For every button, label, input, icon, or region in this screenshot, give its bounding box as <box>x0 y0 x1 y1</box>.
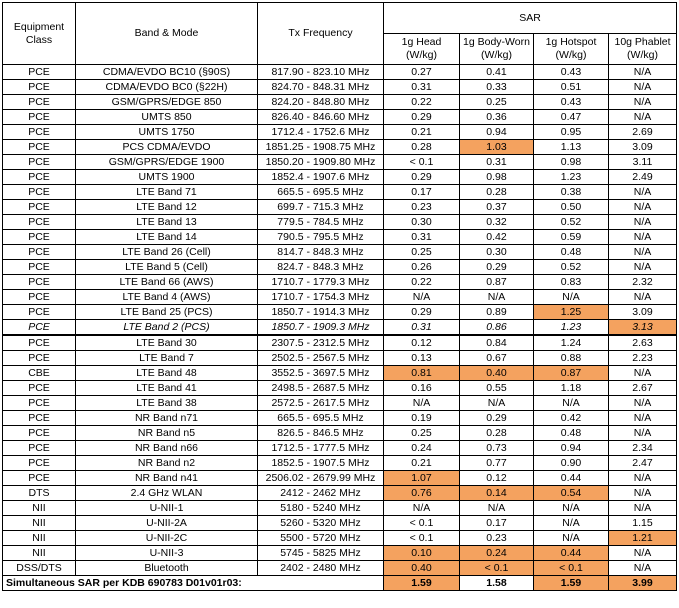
sar-1g-body-worn-cell: N/A <box>460 501 534 516</box>
equipment-class-cell: PCE <box>3 290 76 305</box>
tx-frequency-cell: 817.90 - 823.10 MHz <box>258 65 384 80</box>
equipment-class-cell: PCE <box>3 335 76 351</box>
table-row <box>3 531 677 546</box>
sar-1g-head-cell: 0.76 <box>384 486 460 501</box>
band-mode-cell: LTE Band 41 <box>76 381 258 396</box>
tx-frequency-cell: 824.70 - 848.31 MHz <box>258 80 384 95</box>
sar-1g-hotspot-cell: 0.47 <box>534 110 609 125</box>
sar-10g-phablet-cell: N/A <box>609 215 677 230</box>
sar-1g-hotspot-cell: 0.44 <box>534 546 609 561</box>
band-mode-cell: PCS CDMA/EVDO <box>76 140 258 155</box>
sar-1g-hotspot-cell: N/A <box>534 501 609 516</box>
sar-1g-body-worn-cell: 0.73 <box>460 441 534 456</box>
tx-frequency-cell: 2412 - 2462 MHz <box>258 486 384 501</box>
band-mode-cell: NR Band n71 <box>76 411 258 426</box>
sar-1g-hotspot-cell: 0.52 <box>534 260 609 275</box>
tx-frequency-cell: 790.5 - 795.5 MHz <box>258 230 384 245</box>
equipment-class-cell: PCE <box>3 260 76 275</box>
band-mode-cell: LTE Band 2 (PCS) <box>76 320 258 336</box>
sar-1g-head-cell: 0.19 <box>384 411 460 426</box>
equipment-class-cell: PCE <box>3 200 76 215</box>
equipment-class-cell: NII <box>3 531 76 546</box>
table-row <box>3 290 677 305</box>
sar-1g-hotspot-cell: 1.23 <box>534 170 609 185</box>
equipment-class-cell: PCE <box>3 95 76 110</box>
table-row <box>3 155 677 170</box>
band-mode-cell: CDMA/EVDO BC10 (§90S) <box>76 65 258 80</box>
sar-10g-phablet-cell: 2.49 <box>609 170 677 185</box>
sar-1g-body-worn-cell: 0.89 <box>460 305 534 320</box>
sar-1g-head-cell: 0.31 <box>384 230 460 245</box>
tx-frequency-cell: 814.7 - 848.3 MHz <box>258 245 384 260</box>
sar-10g-phablet-cell: N/A <box>609 486 677 501</box>
sar-1g-body-worn-cell: 0.42 <box>460 230 534 245</box>
band-mode-cell: LTE Band 38 <box>76 396 258 411</box>
band-mode-cell: UMTS 1750 <box>76 125 258 140</box>
sar-10g-phablet-cell: 3.11 <box>609 155 677 170</box>
sar-10g-phablet-cell: N/A <box>609 426 677 441</box>
sar-1g-body-worn-cell: 0.14 <box>460 486 534 501</box>
simultaneous-sar-label: Simultaneous SAR per KDB 690783 D01v01r03: <box>3 576 384 591</box>
sar-1g-head-cell: N/A <box>384 396 460 411</box>
header-band-mode: Band & Mode <box>76 3 258 65</box>
sar-1g-hotspot-cell: 1.25 <box>534 305 609 320</box>
equipment-class-cell: PCE <box>3 305 76 320</box>
sar-1g-head-cell: 0.21 <box>384 456 460 471</box>
sar-1g-head-cell: 0.12 <box>384 335 460 351</box>
sar-1g-body-worn-cell: 0.28 <box>460 185 534 200</box>
equipment-class-cell: PCE <box>3 155 76 170</box>
tx-frequency-cell: 1851.25 - 1908.75 MHz <box>258 140 384 155</box>
sar-1g-hotspot-cell: 0.50 <box>534 200 609 215</box>
sar-1g-hotspot-cell: N/A <box>534 516 609 531</box>
sar-10g-phablet-cell: N/A <box>609 245 677 260</box>
table-row <box>3 245 677 260</box>
sar-10g-phablet-cell: N/A <box>609 290 677 305</box>
sar-1g-head-cell: 0.29 <box>384 305 460 320</box>
sar-10g-phablet-cell: N/A <box>609 200 677 215</box>
band-mode-cell: Bluetooth <box>76 561 258 576</box>
header-1g-hotspot: 1g Hotspot (W/kg) <box>534 34 609 65</box>
sar-1g-hotspot-cell: 0.42 <box>534 411 609 426</box>
sar-10g-phablet-cell: N/A <box>609 230 677 245</box>
sar-1g-head-cell: 0.23 <box>384 200 460 215</box>
simultaneous-head: 1.59 <box>384 576 460 591</box>
sar-1g-body-worn-cell: 0.36 <box>460 110 534 125</box>
sar-1g-head-cell: N/A <box>384 501 460 516</box>
table-row <box>3 471 677 486</box>
sar-1g-hotspot-cell: 0.59 <box>534 230 609 245</box>
tx-frequency-cell: 2307.5 - 2312.5 MHz <box>258 335 384 351</box>
sar-1g-body-worn-cell: 0.77 <box>460 456 534 471</box>
sar-1g-head-cell: 0.25 <box>384 426 460 441</box>
sar-10g-phablet-cell: 2.67 <box>609 381 677 396</box>
sar-1g-hotspot-cell: 0.44 <box>534 471 609 486</box>
sar-1g-head-cell: 0.40 <box>384 561 460 576</box>
table-row <box>3 230 677 245</box>
tx-frequency-cell: 1850.7 - 1909.3 MHz <box>258 320 384 336</box>
sar-1g-head-cell: 0.17 <box>384 185 460 200</box>
equipment-class-cell: PCE <box>3 65 76 80</box>
header-1g-body-worn: 1g Body-Worn (W/kg) <box>460 34 534 65</box>
sar-10g-phablet-cell: N/A <box>609 80 677 95</box>
sar-1g-hotspot-cell: 0.48 <box>534 426 609 441</box>
band-mode-cell: LTE Band 7 <box>76 351 258 366</box>
equipment-class-cell: PCE <box>3 170 76 185</box>
sar-1g-body-worn-cell: 0.94 <box>460 125 534 140</box>
tx-frequency-cell: 1852.4 - 1907.6 MHz <box>258 170 384 185</box>
table-row <box>3 65 677 80</box>
sar-1g-hotspot-cell: 1.18 <box>534 381 609 396</box>
equipment-class-cell: PCE <box>3 230 76 245</box>
sar-1g-hotspot-cell: 0.90 <box>534 456 609 471</box>
sar-10g-phablet-cell: N/A <box>609 561 677 576</box>
sar-10g-phablet-cell: 3.13 <box>609 320 677 336</box>
sar-1g-hotspot-cell: 0.52 <box>534 215 609 230</box>
sar-1g-head-cell: 0.30 <box>384 215 460 230</box>
sar-1g-body-worn-cell: 0.17 <box>460 516 534 531</box>
table-row <box>3 140 677 155</box>
tx-frequency-cell: 665.5 - 695.5 MHz <box>258 185 384 200</box>
equipment-class-cell: PCE <box>3 396 76 411</box>
sar-1g-hotspot-cell: N/A <box>534 290 609 305</box>
sar-table <box>2 2 677 591</box>
table-row <box>3 320 677 336</box>
tx-frequency-cell: 665.5 - 695.5 MHz <box>258 411 384 426</box>
sar-1g-head-cell: 0.28 <box>384 140 460 155</box>
sar-1g-head-cell: 0.13 <box>384 351 460 366</box>
table-row <box>3 441 677 456</box>
table-row <box>3 546 677 561</box>
sar-10g-phablet-cell: N/A <box>609 110 677 125</box>
table-row <box>3 501 677 516</box>
sar-1g-hotspot-cell: 0.48 <box>534 245 609 260</box>
band-mode-cell: LTE Band 66 (AWS) <box>76 275 258 290</box>
simultaneous-hotspot: 1.59 <box>534 576 609 591</box>
table-row <box>3 486 677 501</box>
sar-1g-body-worn-cell: 0.12 <box>460 471 534 486</box>
sar-1g-body-worn-cell: 0.41 <box>460 65 534 80</box>
sar-1g-body-worn-cell: 0.67 <box>460 351 534 366</box>
table-row <box>3 411 677 426</box>
simultaneous-sar-row <box>3 576 677 591</box>
equipment-class-cell: CBE <box>3 366 76 381</box>
equipment-class-cell: PCE <box>3 185 76 200</box>
tx-frequency-cell: 1712.5 - 1777.5 MHz <box>258 441 384 456</box>
band-mode-cell: LTE Band 25 (PCS) <box>76 305 258 320</box>
sar-10g-phablet-cell: 3.09 <box>609 140 677 155</box>
band-mode-cell: U-NII-2C <box>76 531 258 546</box>
sar-1g-hotspot-cell: 0.51 <box>534 80 609 95</box>
tx-frequency-cell: 779.5 - 784.5 MHz <box>258 215 384 230</box>
band-mode-cell: NR Band n2 <box>76 456 258 471</box>
tx-frequency-cell: 2506.02 - 2679.99 MHz <box>258 471 384 486</box>
band-mode-cell: LTE Band 12 <box>76 200 258 215</box>
sar-1g-body-worn-cell: 0.24 <box>460 546 534 561</box>
band-mode-cell: NR Band n66 <box>76 441 258 456</box>
sar-10g-phablet-cell: 2.47 <box>609 456 677 471</box>
table-row <box>3 95 677 110</box>
sar-1g-body-worn-cell: 0.32 <box>460 215 534 230</box>
sar-1g-hotspot-cell: 1.23 <box>534 320 609 336</box>
band-mode-cell: GSM/GPRS/EDGE 850 <box>76 95 258 110</box>
band-mode-cell: U-NII-2A <box>76 516 258 531</box>
sar-10g-phablet-cell: N/A <box>609 411 677 426</box>
sar-10g-phablet-cell: N/A <box>609 185 677 200</box>
sar-10g-phablet-cell: 2.63 <box>609 335 677 351</box>
table-row <box>3 200 677 215</box>
sar-1g-body-worn-cell: N/A <box>460 290 534 305</box>
sar-1g-body-worn-cell: < 0.1 <box>460 561 534 576</box>
sar-1g-body-worn-cell: 0.31 <box>460 155 534 170</box>
sar-1g-hotspot-cell: 0.54 <box>534 486 609 501</box>
header-tx-frequency: Tx Frequency <box>258 3 384 65</box>
sar-10g-phablet-cell: N/A <box>609 260 677 275</box>
tx-frequency-cell: 3552.5 - 3697.5 MHz <box>258 366 384 381</box>
tx-frequency-cell: 2498.5 - 2687.5 MHz <box>258 381 384 396</box>
sar-1g-hotspot-cell: 0.94 <box>534 441 609 456</box>
sar-10g-phablet-cell: N/A <box>609 366 677 381</box>
tx-frequency-cell: 1710.7 - 1779.3 MHz <box>258 275 384 290</box>
table-row <box>3 351 677 366</box>
tx-frequency-cell: 826.5 - 846.5 MHz <box>258 426 384 441</box>
sar-1g-head-cell: 0.10 <box>384 546 460 561</box>
sar-10g-phablet-cell: 1.15 <box>609 516 677 531</box>
band-mode-cell: LTE Band 26 (Cell) <box>76 245 258 260</box>
sar-1g-body-worn-cell: 0.29 <box>460 260 534 275</box>
table-row <box>3 426 677 441</box>
sar-10g-phablet-cell: 2.32 <box>609 275 677 290</box>
sar-1g-head-cell: < 0.1 <box>384 516 460 531</box>
table-row <box>3 125 677 140</box>
sar-1g-body-worn-cell: 0.86 <box>460 320 534 336</box>
equipment-class-cell: PCE <box>3 426 76 441</box>
equipment-class-cell: PCE <box>3 441 76 456</box>
sar-1g-hotspot-cell: 0.88 <box>534 351 609 366</box>
sar-10g-phablet-cell: 1.21 <box>609 531 677 546</box>
sar-1g-body-worn-cell: 0.33 <box>460 80 534 95</box>
sar-1g-head-cell: 0.24 <box>384 441 460 456</box>
header-1g-head: 1g Head (W/kg) <box>384 34 460 65</box>
band-mode-cell: CDMA/EVDO BC0 (§22H) <box>76 80 258 95</box>
table-row <box>3 561 677 576</box>
sar-1g-hotspot-cell: 1.24 <box>534 335 609 351</box>
header-sar: SAR <box>384 3 677 34</box>
sar-1g-body-worn-cell: 0.30 <box>460 245 534 260</box>
table-row <box>3 110 677 125</box>
sar-1g-head-cell: 0.29 <box>384 170 460 185</box>
band-mode-cell: LTE Band 30 <box>76 335 258 351</box>
sar-10g-phablet-cell: N/A <box>609 95 677 110</box>
sar-10g-phablet-cell: N/A <box>609 65 677 80</box>
sar-1g-hotspot-cell: 0.43 <box>534 95 609 110</box>
tx-frequency-cell: 5260 - 5320 MHz <box>258 516 384 531</box>
sar-1g-head-cell: N/A <box>384 290 460 305</box>
tx-frequency-cell: 2502.5 - 2567.5 MHz <box>258 351 384 366</box>
tx-frequency-cell: 699.7 - 715.3 MHz <box>258 200 384 215</box>
sar-1g-head-cell: 0.21 <box>384 125 460 140</box>
header-equipment-class: Equipment Class <box>3 3 76 65</box>
sar-10g-phablet-cell: 3.09 <box>609 305 677 320</box>
sar-1g-head-cell: < 0.1 <box>384 531 460 546</box>
equipment-class-cell: PCE <box>3 320 76 336</box>
tx-frequency-cell: 1852.5 - 1907.5 MHz <box>258 456 384 471</box>
sar-1g-body-worn-cell: N/A <box>460 396 534 411</box>
equipment-class-cell: PCE <box>3 245 76 260</box>
tx-frequency-cell: 1712.4 - 1752.6 MHz <box>258 125 384 140</box>
band-mode-cell: 2.4 GHz WLAN <box>76 486 258 501</box>
sar-1g-body-worn-cell: 0.40 <box>460 366 534 381</box>
equipment-class-cell: PCE <box>3 471 76 486</box>
tx-frequency-cell: 2572.5 - 2617.5 MHz <box>258 396 384 411</box>
simultaneous-phablet: 3.99 <box>609 576 677 591</box>
sar-10g-phablet-cell: 2.23 <box>609 351 677 366</box>
sar-1g-head-cell: 0.27 <box>384 65 460 80</box>
table-row <box>3 381 677 396</box>
sar-1g-body-worn-cell: 0.25 <box>460 95 534 110</box>
sar-1g-head-cell: 0.26 <box>384 260 460 275</box>
sar-1g-hotspot-cell: 0.95 <box>534 125 609 140</box>
sar-1g-body-worn-cell: 0.29 <box>460 411 534 426</box>
band-mode-cell: UMTS 1900 <box>76 170 258 185</box>
table-row <box>3 185 677 200</box>
band-mode-cell: LTE Band 14 <box>76 230 258 245</box>
sar-1g-body-worn-cell: 0.28 <box>460 426 534 441</box>
table-row <box>3 456 677 471</box>
tx-frequency-cell: 824.20 - 848.80 MHz <box>258 95 384 110</box>
table-row <box>3 305 677 320</box>
table-row <box>3 335 677 351</box>
table-row <box>3 396 677 411</box>
table-row <box>3 516 677 531</box>
sar-1g-head-cell: 0.22 <box>384 275 460 290</box>
sar-1g-hotspot-cell: < 0.1 <box>534 561 609 576</box>
tx-frequency-cell: 2402 - 2480 MHz <box>258 561 384 576</box>
sar-10g-phablet-cell: N/A <box>609 546 677 561</box>
equipment-class-cell: PCE <box>3 215 76 230</box>
tx-frequency-cell: 1850.7 - 1914.3 MHz <box>258 305 384 320</box>
sar-1g-hotspot-cell: 1.13 <box>534 140 609 155</box>
equipment-class-cell: NII <box>3 501 76 516</box>
equipment-class-cell: DSS/DTS <box>3 561 76 576</box>
band-mode-cell: LTE Band 5 (Cell) <box>76 260 258 275</box>
tx-frequency-cell: 5180 - 5240 MHz <box>258 501 384 516</box>
equipment-class-cell: PCE <box>3 110 76 125</box>
sar-1g-hotspot-cell: 0.83 <box>534 275 609 290</box>
band-mode-cell: U-NII-3 <box>76 546 258 561</box>
sar-10g-phablet-cell: 2.69 <box>609 125 677 140</box>
sar-10g-phablet-cell: N/A <box>609 396 677 411</box>
table-row <box>3 366 677 381</box>
equipment-class-cell: NII <box>3 546 76 561</box>
table-row <box>3 80 677 95</box>
sar-1g-head-cell: 0.31 <box>384 320 460 336</box>
sar-1g-hotspot-cell: 0.98 <box>534 155 609 170</box>
sar-1g-body-worn-cell: 0.37 <box>460 200 534 215</box>
tx-frequency-cell: 1710.7 - 1754.3 MHz <box>258 290 384 305</box>
sar-10g-phablet-cell: N/A <box>609 471 677 486</box>
equipment-class-cell: PCE <box>3 140 76 155</box>
equipment-class-cell: PCE <box>3 381 76 396</box>
sar-1g-body-worn-cell: 0.23 <box>460 531 534 546</box>
header-10g-phablet: 10g Phablet (W/kg) <box>609 34 677 65</box>
equipment-class-cell: PCE <box>3 411 76 426</box>
sar-1g-body-worn-cell: 0.55 <box>460 381 534 396</box>
simultaneous-body-worn: 1.58 <box>460 576 534 591</box>
sar-1g-head-cell: 0.16 <box>384 381 460 396</box>
band-mode-cell: NR Band n5 <box>76 426 258 441</box>
sar-1g-body-worn-cell: 0.87 <box>460 275 534 290</box>
sar-1g-head-cell: 0.81 <box>384 366 460 381</box>
sar-1g-head-cell: 0.22 <box>384 95 460 110</box>
table-row <box>3 260 677 275</box>
tx-frequency-cell: 5745 - 5825 MHz <box>258 546 384 561</box>
equipment-class-cell: PCE <box>3 456 76 471</box>
tx-frequency-cell: 1850.20 - 1909.80 MHz <box>258 155 384 170</box>
equipment-class-cell: PCE <box>3 125 76 140</box>
band-mode-cell: UMTS 850 <box>76 110 258 125</box>
table-row <box>3 215 677 230</box>
band-mode-cell: LTE Band 4 (AWS) <box>76 290 258 305</box>
equipment-class-cell: PCE <box>3 80 76 95</box>
sar-10g-phablet-cell: 2.34 <box>609 441 677 456</box>
sar-1g-hotspot-cell: 0.87 <box>534 366 609 381</box>
sar-1g-hotspot-cell: N/A <box>534 531 609 546</box>
sar-1g-head-cell: 0.31 <box>384 80 460 95</box>
band-mode-cell: NR Band n41 <box>76 471 258 486</box>
sar-1g-head-cell: 0.29 <box>384 110 460 125</box>
sar-1g-head-cell: < 0.1 <box>384 155 460 170</box>
table-row <box>3 170 677 185</box>
band-mode-cell: U-NII-1 <box>76 501 258 516</box>
sar-1g-hotspot-cell: 0.38 <box>534 185 609 200</box>
equipment-class-cell: PCE <box>3 351 76 366</box>
sar-1g-body-worn-cell: 0.98 <box>460 170 534 185</box>
tx-frequency-cell: 5500 - 5720 MHz <box>258 531 384 546</box>
sar-1g-body-worn-cell: 0.84 <box>460 335 534 351</box>
sar-1g-body-worn-cell: 1.03 <box>460 140 534 155</box>
sar-10g-phablet-cell: N/A <box>609 501 677 516</box>
sar-1g-hotspot-cell: 0.43 <box>534 65 609 80</box>
band-mode-cell: LTE Band 13 <box>76 215 258 230</box>
tx-frequency-cell: 824.7 - 848.3 MHz <box>258 260 384 275</box>
band-mode-cell: LTE Band 71 <box>76 185 258 200</box>
equipment-class-cell: PCE <box>3 275 76 290</box>
sar-table-container <box>2 2 676 591</box>
sar-1g-head-cell: 0.25 <box>384 245 460 260</box>
sar-table-body <box>3 65 677 576</box>
band-mode-cell: LTE Band 48 <box>76 366 258 381</box>
sar-1g-hotspot-cell: N/A <box>534 396 609 411</box>
band-mode-cell: GSM/GPRS/EDGE 1900 <box>76 155 258 170</box>
tx-frequency-cell: 826.40 - 846.60 MHz <box>258 110 384 125</box>
equipment-class-cell: DTS <box>3 486 76 501</box>
equipment-class-cell: NII <box>3 516 76 531</box>
sar-1g-head-cell: 1.07 <box>384 471 460 486</box>
table-row <box>3 275 677 290</box>
